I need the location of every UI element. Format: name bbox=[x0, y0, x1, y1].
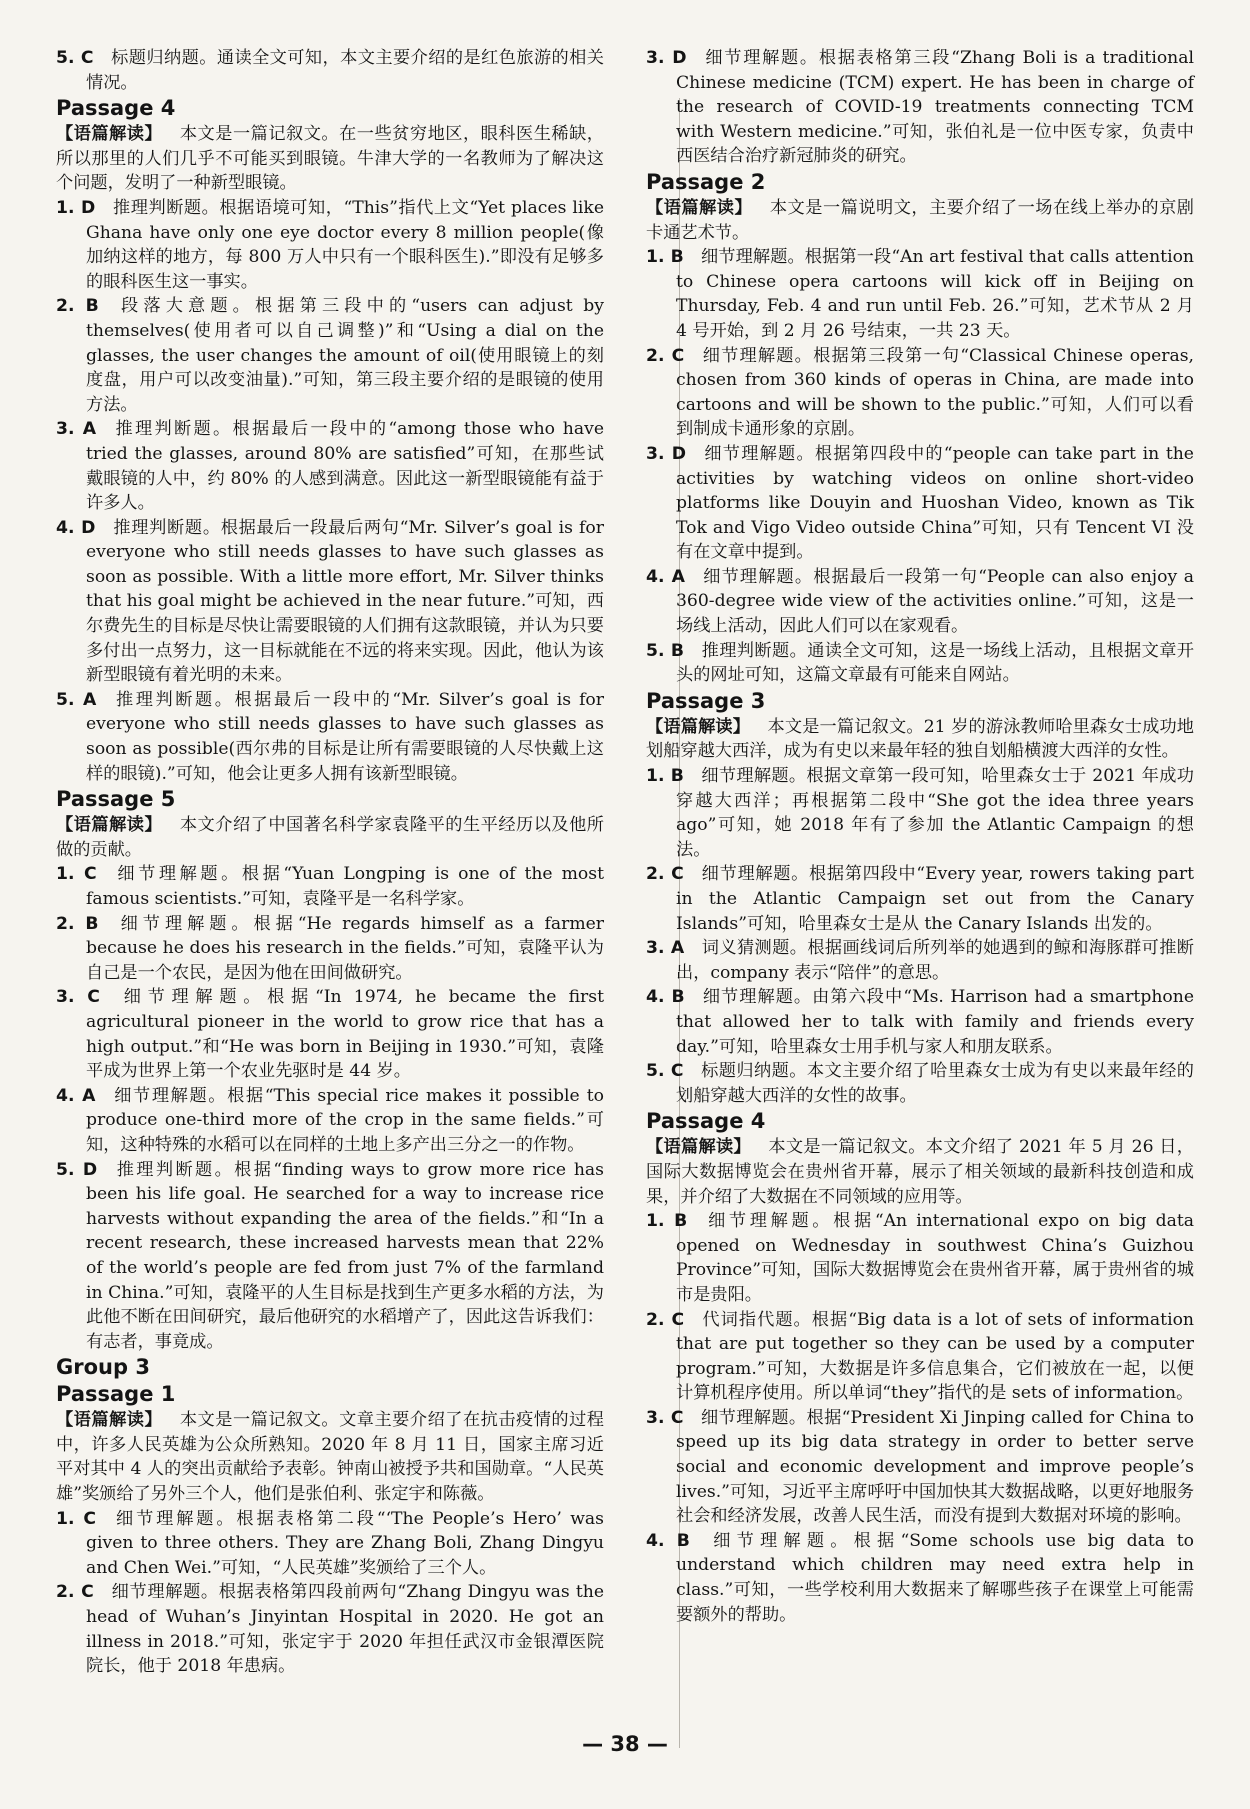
summary-tag: 【语篇解读】 bbox=[56, 815, 163, 836]
summary-tag: 【语篇解读】 bbox=[56, 124, 163, 145]
answer-number: 4. A bbox=[646, 566, 685, 587]
answer-number: 4. A bbox=[56, 1085, 96, 1106]
answer-explanation: 细节理解题。根据第一段“An art festival that calls attention to Chinese opera cartoons will kick off in Beijing on Thursday, Feb. 4 and run until Feb. 26.”可知，艺术节从 2 月 4 号开始，到 2 月 26 号结束，一共 23 天。 bbox=[676, 247, 1194, 341]
answer-number: 5. D bbox=[56, 1159, 98, 1180]
answer-item bbox=[646, 344, 1194, 442]
answer-number: 5. B bbox=[646, 640, 684, 661]
answer-explanation: 代词指代题。根据“Big data is a lot of sets of information that are put together so they can be used by a computer program.”可知，大数据是许多信息集合，它们被放在一起，以便计算机程序使用。所以单词“they”指代的是 sets of information。 bbox=[676, 1309, 1194, 1404]
answer-item bbox=[56, 1084, 604, 1158]
answer-explanation: 推理判断题。根据最后一段最后两句“Mr. Silver’s goal is for everyone who still needs glasses to have such glasses as soon as possible. With a little more effort, Mr. Silver thinks that his goal might be achieved in the near future.”可知，西尔费先生的目标是尽快让需要眼镜的人们拥有这款眼镜，并认为只要多付出一点努力，这一目标就能在不远的将来实现。因此，他认为该新型眼镜有着光明的未来。 bbox=[86, 517, 604, 686]
answer-number: 3. A bbox=[56, 419, 97, 440]
answer-item bbox=[56, 417, 604, 515]
section-heading: Passage 2 bbox=[646, 169, 766, 194]
summary-text: 本文是一篇记叙文。文章主要介绍了在抗击疫情的过程中，许多人民英雄为公众所熟知。2020 年 8 月 11 日，国家主席习近平对其中 4 人的突出贡献给予表彰。钟南山被授予共和国勋章。“人民英雄”奖颁给了另外三个人，他们是张伯利、张定宇和陈薇。 bbox=[56, 1410, 604, 1505]
answer-explanation: 词义猜测题。根据画线词后所列举的她遇到的鲸和海豚群可推断出，company 表示“陪伴”的意思。 bbox=[676, 938, 1194, 983]
answer-explanation: 细节理解题。由第六段中“Ms. Harrison had a smartphone that allowed her to talk with family and friends every day.”可知，哈里森女士用手机与家人和朋友联系。 bbox=[676, 987, 1194, 1057]
answer-explanation: 细节理解题。根据表格第二段“‘The People’s Hero’ was given to three others. They are Zhang Boli, Zhang Dingyu and Chen Wei.”可知，“人民英雄”奖颁给了三个人。 bbox=[86, 1508, 604, 1578]
answer-item bbox=[646, 936, 1194, 985]
answer-item bbox=[56, 516, 604, 688]
answer-item bbox=[646, 764, 1194, 862]
answer-number: 3. C bbox=[56, 987, 100, 1008]
answer-number: 4. D bbox=[56, 517, 96, 538]
section-heading: Passage 4 bbox=[56, 96, 176, 121]
answer-explanation: 细节理解题。根据第三段第一句“Classical Chinese operas, chosen from 360 kinds of operas in China, are made into cartoons and will be shown to the public.”可知，人们可以看到制成卡通形象的京剧。 bbox=[676, 345, 1194, 440]
answer-item bbox=[56, 688, 604, 786]
answer-number: 3. A bbox=[646, 938, 685, 959]
answer-item bbox=[56, 862, 604, 911]
passage-summary bbox=[646, 1135, 1194, 1209]
answer-explanation: 细节理解题。根据“Yuan Longping is one of the most famous scientists.”可知，袁隆平是一名科学家。 bbox=[86, 864, 604, 909]
answer-item bbox=[56, 1580, 604, 1678]
answer-number: 2. B bbox=[56, 913, 99, 934]
answer-number: 2. C bbox=[646, 1309, 685, 1330]
answer-explanation: 推理判断题。根据语境可知，“This”指代上文“Yet places like Ghana have only one eye doctor every 8 million people(像加纳这样的地方，每 800 万人中只有一个眼科医生).”即没有足够多的眼科医生这一事实。 bbox=[86, 197, 604, 292]
answer-item bbox=[646, 985, 1194, 1059]
answer-item bbox=[646, 565, 1194, 639]
answer-explanation: 细节理解题。根据“Some schools use big data to understand which children may need extra help in class.”可知，一些学校利用大数据来了解哪些孩子在课堂上可能需要额外的帮助。 bbox=[676, 1530, 1194, 1625]
answer-explanation: 细节理解题。根据文章第一段可知，哈里森女士于 2021 年成功穿越大西洋；再根据第二段中“She got the idea three years ago”可知，她 2018 年有了参加 the Atlantic Campaign 的想法。 bbox=[676, 766, 1194, 860]
answer-item bbox=[646, 442, 1194, 565]
answer-item bbox=[56, 196, 604, 294]
answer-explanation: 段落大意题。根据第三段中的“users can adjust by themselves(使用者可以自己调整)”和“Using a dial on the glasses, the user changes the amount of oil(使用眼镜上的刻度盘，用户可以改变油量).”可知，第三段主要介绍的是眼镜的使用方法。 bbox=[86, 296, 604, 415]
answer-explanation: 细节理解题。根据第四段中“Every year, rowers taking part in the Atlantic Campaign set out from the Canary Islands”可知，哈里森女士是从 the Canary Islands 出发的。 bbox=[676, 864, 1194, 934]
summary-text: 本文是一篇说明文，主要介绍了一场在线上举办的京剧卡通艺术节。 bbox=[646, 197, 1194, 243]
answer-item bbox=[56, 1158, 604, 1355]
answer-number: 4. B bbox=[646, 987, 685, 1008]
answer-explanation: 细节理解题。根据“He regards himself as a farmer because he does his research in the fields.”可知，袁隆平认为自己是一个农民，是因为他在田间做研究。 bbox=[86, 913, 604, 983]
answer-explanation: 细节理解题。根据最后一段第一句“People can also enjoy a 360-degree wide view of the activities online.”可知，这是一场线上活动，因此人们可以在家观看。 bbox=[676, 566, 1194, 637]
passage-summary bbox=[56, 122, 604, 196]
answer-explanation: 细节理解题。根据表格第四段前两句“Zhang Dingyu was the head of Wuhan’s Jinyintan Hospital in 2020. He got an illness in 2018.”可知，张定宇于 2020 年担任武汉市金银潭医院院长，他于 2018 年患病。 bbox=[86, 1582, 604, 1677]
answer-number: 2. B bbox=[56, 296, 99, 317]
passage-summary bbox=[56, 1408, 604, 1506]
summary-text: 本文介绍了中国著名科学家袁隆平的生平经历以及他所做的贡献。 bbox=[56, 815, 604, 860]
answer-item bbox=[56, 294, 604, 417]
answer-explanation: 细节理解题。根据表格第三段“Zhang Boli is a traditional Chinese medicine (TCM) expert. He has been in charge of the research of COVID-19 treatments connecting TCM with Western medicine.”可知，张伯礼是一位中医专家，负责中西医结合治疗新冠肺炎的研究。 bbox=[676, 48, 1194, 167]
answer-number: 1. B bbox=[646, 247, 684, 268]
right-column bbox=[646, 46, 1194, 1627]
answer-number: 3. C bbox=[646, 1407, 684, 1428]
section-heading: Passage 1 bbox=[56, 1382, 176, 1407]
section-heading: Group 3 bbox=[56, 1355, 150, 1380]
answer-item bbox=[646, 245, 1194, 343]
page-number: — 38 — bbox=[582, 1732, 668, 1756]
answer-number: 3. D bbox=[646, 443, 686, 464]
answer-number: 3. D bbox=[646, 48, 687, 68]
answer-item bbox=[646, 1406, 1194, 1529]
summary-text: 本文是一篇记叙文。本文介绍了 2021 年 5 月 26 日，国际大数据博览会在贵州省开幕，展示了相关领域的最新科技创造和成果，并介绍了大数据在不同领域的应用等。 bbox=[646, 1137, 1194, 1207]
answer-number: 5. C bbox=[56, 48, 94, 68]
passage-summary bbox=[646, 715, 1194, 764]
answer-number: 1. B bbox=[646, 1211, 688, 1232]
answer-number: 2. C bbox=[56, 1582, 94, 1603]
answer-explanation: 细节理解题。根据第四段中的“people can take part in the activities by watching videos on online short-video platforms like Douyin and Huoshan Video, known as Tik Tok and Vigo Video outside China”可知，只有 Tencent VI 没有在文章中提到。 bbox=[676, 443, 1194, 563]
answer-explanation: 标题归纳题。本文主要介绍了哈里森女士成为有史以来最年经的划船穿越大西洋的女性的故事。 bbox=[676, 1061, 1194, 1106]
answer-number: 5. C bbox=[646, 1061, 684, 1082]
answer-explanation: 推理判断题。通读全文可知，这是一场线上活动，且根据文章开头的网址可知，这篇文章最有可能来自网站。 bbox=[676, 640, 1194, 686]
answer-item bbox=[646, 1059, 1194, 1108]
answer-explanation: 细节理解题。根据“President Xi Jinping called for China to speed up its big data strategy in order to better serve social and economic development and improve people’s lives.”可知，习近平主席呼吁中国加快其大数据战略，以更好地服务社会和经济发展，改善人民生活，而没有提到大数据对环境的影响。 bbox=[676, 1407, 1195, 1527]
answer-number: 1. B bbox=[646, 766, 684, 787]
answer-explanation: 标题归纳题。通读全文可知，本文主要介绍的是红色旅游的相关情况。 bbox=[86, 48, 604, 93]
passage-summary bbox=[56, 813, 604, 862]
answer-item bbox=[646, 46, 1194, 169]
section-heading: Passage 5 bbox=[56, 787, 176, 812]
answer-number: 2. C bbox=[646, 345, 685, 366]
summary-tag: 【语篇解读】 bbox=[646, 1137, 751, 1158]
answer-item bbox=[646, 862, 1194, 936]
answer-item bbox=[646, 1308, 1194, 1406]
summary-tag: 【语篇解读】 bbox=[56, 1410, 163, 1431]
summary-text: 本文是一篇记叙文。在一些贫穷地区，眼科医生稀缺，所以那里的人们几乎不可能买到眼镜。牛津大学的一名教师为了解决这个问题，发明了一种新型眼镜。 bbox=[56, 124, 604, 194]
answer-explanation: 细节理解题。根据“This special rice makes it possible to produce one-third more of the crop in the same fields.”可知，这种特殊的水稻可以在同样的土地上多产出三分之一的作物。 bbox=[86, 1085, 604, 1155]
answer-explanation: 推理判断题。根据最后一段中的“among those who have tried the glasses, around 80% are satisfied”可知，在那些试戴眼镜的人中，约 80% 的人感到满意。因此这一新型眼镜能有益于许多人。 bbox=[86, 419, 604, 514]
answer-number: 5. A bbox=[56, 689, 97, 710]
section-heading: Passage 3 bbox=[646, 688, 766, 713]
summary-text: 本文是一篇记叙文。21 岁的游泳教师哈里森女士成功地划船穿越大西洋，成为有史以来最年轻的独自划船横渡大西洋的女性。 bbox=[646, 716, 1194, 762]
answer-explanation: 推理判断题。根据最后一段中的“Mr. Silver’s goal is for everyone who still needs glasses to have such glasses as soon as possible(西尔弗的目标是让所有需要眼镜的人尽快戴上这样的眼镜).”可知，他会让更多人拥有该新型眼镜。 bbox=[86, 689, 604, 784]
answer-number: 1. C bbox=[56, 1508, 96, 1529]
answer-item bbox=[646, 1529, 1194, 1627]
answer-number: 4. B bbox=[646, 1530, 690, 1551]
answer-number: 1. D bbox=[56, 197, 96, 218]
answer-item bbox=[56, 1507, 604, 1581]
section-heading: Passage 4 bbox=[646, 1109, 766, 1134]
answer-number: 1. C bbox=[56, 864, 97, 885]
answer-item bbox=[56, 46, 604, 95]
answer-item bbox=[646, 1209, 1194, 1307]
summary-tag: 【语篇解读】 bbox=[646, 716, 751, 737]
answer-explanation: 细节理解题。根据“An international expo on big data opened on Wednesday in southwest China’s Guizhou Province”可知，国际大数据博览会在贵州省开幕，属于贵州省的城市是贵阳。 bbox=[676, 1211, 1194, 1305]
summary-tag: 【语篇解读】 bbox=[646, 197, 753, 218]
answer-explanation: 细节理解题。根据“In 1974, he became the first agricultural pioneer in the world to grow rice that has a high output.”和“He was born in Beijing in 1930.”可知，袁隆平成为世界上第一个农业先驱时是 44 岁。 bbox=[86, 987, 604, 1082]
left-column bbox=[56, 46, 604, 1679]
answer-number: 2. C bbox=[646, 864, 684, 885]
passage-summary bbox=[646, 196, 1194, 245]
answer-item bbox=[56, 912, 604, 986]
answer-item bbox=[646, 639, 1194, 688]
answer-page bbox=[56, 46, 1195, 1746]
answer-item bbox=[56, 985, 604, 1083]
answer-explanation: 推理判断题。根据“finding ways to grow more rice has been his life goal. He searched for a way to increase rice harvests without expanding the area of the fields.”和“In a recent research, these increased harvests mean that 22% of the world’s people are fed from just 7% of the farmland in China.”可知，袁隆平的人生目标是找到生产更多水稻的方法，为此他不断在田间研究，最后他研究的水稻增产了，因此这告诉我们：有志者，事竟成。 bbox=[86, 1159, 605, 1352]
